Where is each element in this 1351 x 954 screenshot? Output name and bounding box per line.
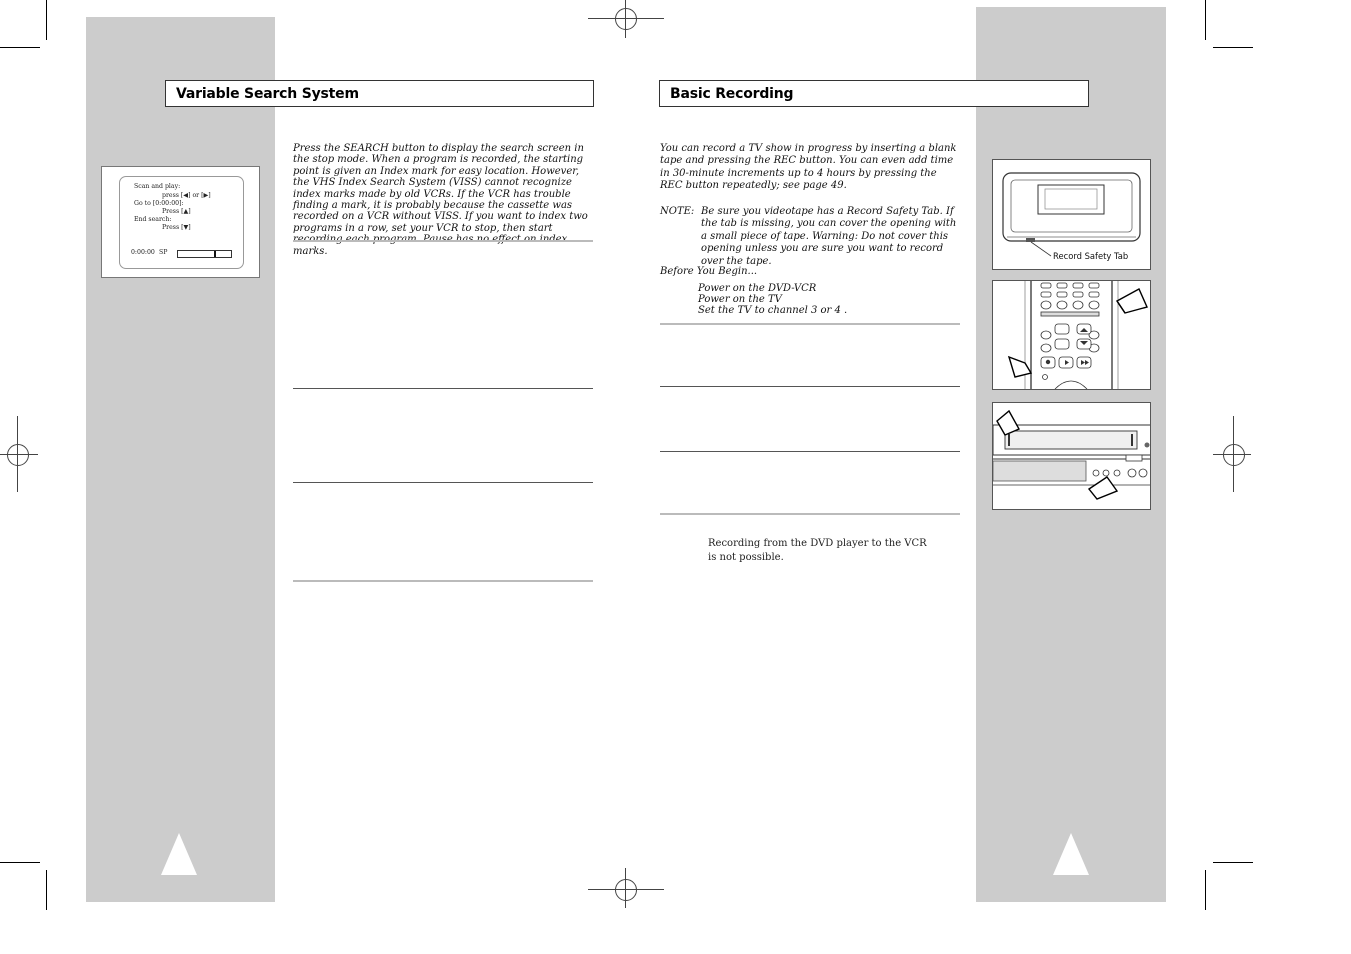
left-page-title: Variable Search System	[176, 86, 359, 102]
crop-mark	[1205, 0, 1206, 40]
right-intro-paragraph: You can record a TV show in progress by inserting a blank tape and pressing the REC button. You can even add time in 30-minute increments up to 4 hours by pressing the REC button repeatedly; see page 49.	[660, 143, 957, 192]
before-item: Set the TV to channel 3 or 4 .	[698, 305, 848, 316]
remote-control-icon	[993, 281, 1151, 390]
left-page-arrow-icon	[161, 833, 197, 875]
crop-mark	[0, 862, 40, 863]
before-item: Power on the TV	[698, 294, 782, 305]
right-page-arrow-icon	[1053, 833, 1089, 875]
osd-end-keys: Press [▼]	[162, 224, 191, 231]
crop-mark	[0, 47, 40, 48]
right-page-title-box	[659, 80, 1089, 107]
osd-counter: 0:00:00	[131, 249, 155, 256]
section-divider	[293, 388, 593, 389]
section-divider	[660, 513, 960, 515]
dvd-vcr-panel-illustration	[992, 402, 1151, 510]
footnote: Recording from the DVD player to the VCR is not possible.	[708, 538, 927, 563]
note-label: NOTE:	[660, 206, 695, 217]
dvd-vcr-panel-icon	[993, 403, 1151, 510]
section-divider	[660, 451, 960, 452]
left-page-title-box	[165, 80, 594, 107]
osd-goto-keys: Press [▲]	[162, 208, 191, 215]
osd-progress-marker	[214, 251, 216, 257]
osd-end-label: End search:	[134, 216, 172, 223]
left-sidebar	[86, 17, 275, 902]
section-divider	[660, 386, 960, 387]
osd-speed: SP	[159, 249, 168, 256]
section-divider	[660, 323, 960, 325]
cassette-illustration	[992, 159, 1151, 270]
crop-mark	[1205, 870, 1206, 910]
osd-scan-keys: press [◀] or [▶]	[162, 192, 211, 199]
before-item: Power on the DVD-VCR	[698, 283, 817, 294]
crop-mark	[1213, 862, 1253, 863]
search-screen-illustration	[101, 166, 260, 278]
crop-mark	[1213, 47, 1253, 48]
crop-mark	[46, 870, 47, 910]
left-intro-paragraph: Press the SEARCH button to display the search screen in the stop mode. When a program is recorded, the starting point is given an Index mark for easy location. However, the VHS Index Search System (VISS) cannot recognize index marks made by old VCRs. If the VCR has trouble finding a mark, it is probably because the cassette was recorded on a VCR without VISS. If you want to index two programs in a row, set your VCR to stop, then start marks.	[293, 143, 588, 257]
before-you-begin-heading: Before You Begin...	[660, 266, 758, 277]
note-text: Be sure you videotape has a Record Safety Tab. If the tab is missing, you can cover the opening with a small piece of tape. Warning: Do not cover this opening unless you are sure you want to record over the tape.	[701, 206, 957, 267]
record-safety-tab-label: Record Safety Tab	[1053, 251, 1129, 261]
osd-goto-label: Go to [0:00:00]:	[134, 200, 184, 207]
section-divider	[293, 240, 593, 242]
right-page-title: Basic Recording	[670, 86, 794, 102]
section-divider	[293, 482, 593, 483]
crop-mark	[46, 0, 47, 40]
osd-progress-bar	[177, 250, 232, 258]
section-divider	[293, 580, 593, 582]
remote-control-illustration	[992, 280, 1151, 390]
osd-scan-label: Scan and play:	[134, 183, 181, 190]
